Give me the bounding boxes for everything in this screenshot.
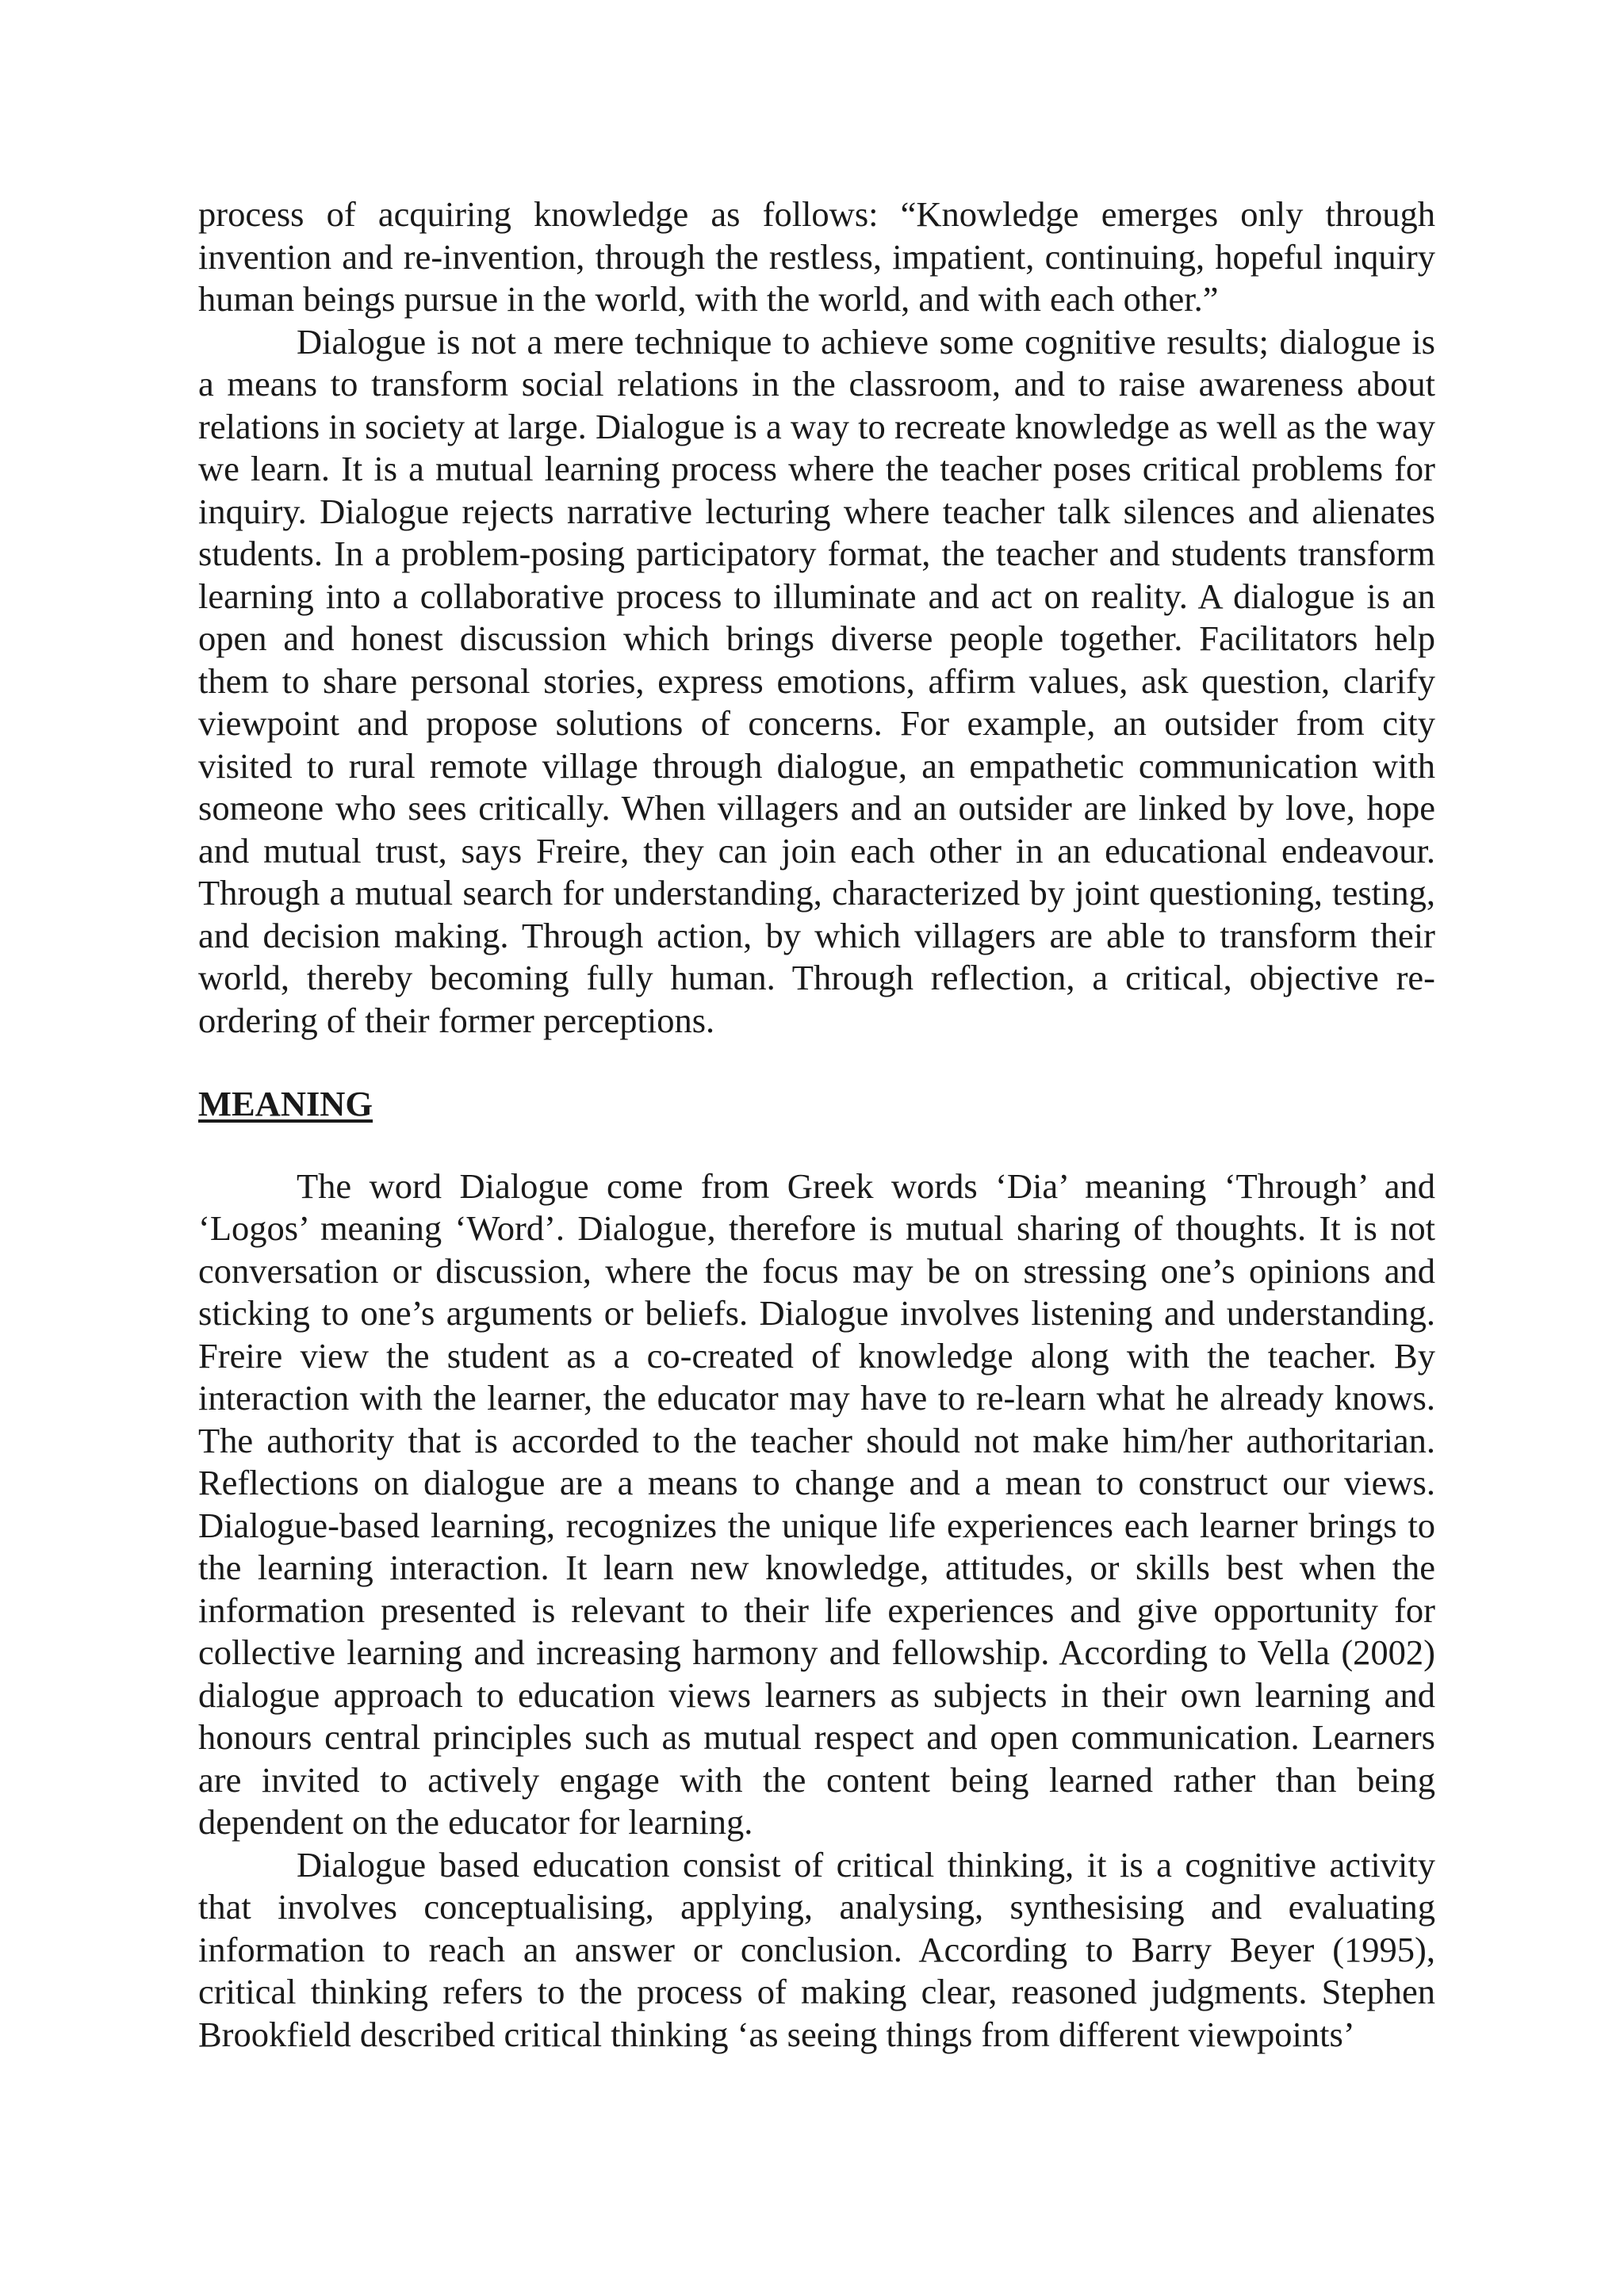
section-heading-meaning: MEANING	[198, 1084, 373, 1123]
paragraph-knowledge-quote: process of acquiring knowledge as follows: “Knowledge emerges only through invention and re-invention, through the restless, impatient, continuing, hopeful inquiry human beings pursue in the world, with the world, and with each other.”	[198, 194, 1435, 319]
paragraph-dialogue-definition: Dialogue is not a mere technique to achieve some cognitive results; dialogue is a means to transform social relations in the classroom, and to raise awareness about relations in society at large. Dialogue is a way to recreate knowledge as well as the way we learn. It is a mutual learning process where the teacher poses critical problems for inquiry. Dialogue rejects narrative lecturing where teacher talk silences and alienates students. In a problem-posing participatory format, the teacher and students transform learning into a collaborative process to illuminate and act on reality. A dialogue is an open and honest discussion which brings diverse people together. Facilitators help them to share personal stories, express emotions, affirm values, ask question, clarify viewpoint and propose solutions of concerns. For example, an outsider from city visited to rural remote village through dialogue, an empathetic communication with someone who sees critically. When villagers and an outsider are linked by love, hope and mutual trust, says Freire, they can join each other in an educational endeavour. Through a mutual search for understanding, characterized by joint questioning, testing, and decision making. Through action, by which villagers are able to transform their world, thereby becoming fully human. Through reflection, a critical, objective re-ordering of their former perceptions.	[198, 321, 1435, 1040]
document-page	[198, 193, 1435, 2056]
paragraph-critical-thinking: Dialogue based education consist of critical thinking, it is a cognitive activity that involves conceptualising, applying, analysing, synthesising and evaluating information to reach an answer or conclusion. According to Barry Beyer (1995), critical thinking refers to the process of making clear, reasoned judgments. Stephen Brookfield described critical thinking ‘as seeing things from different viewpoints’	[198, 1844, 1435, 2054]
paragraph-word-origin: The word Dialogue come from Greek words ‘Dia’ meaning ‘Through’ and ‘Logos’ meaning ‘Word’. Dialogue, therefore is mutual sharing of thoughts. It is not conversation or discussion, where the focus may be on stressing one’s opinions and sticking to one’s arguments or beliefs. Dialogue involves listening and understanding. Freire view the student as a co-created of knowledge along with the teacher. By interaction with the learner, the educator may have to re-learn what he already knows. The authority that is accorded to the teacher should not make him/her authoritarian. Reflections on dialogue are a means to change and a mean to construct our views. Dialogue-based learning, recognizes the unique life experiences each learner brings to the learning interaction. It learn new knowledge, attitudes, or skills best when the information presented is relevant to their life experiences and give opportunity for collective learning and increasing harmony and fellowship. According to Vella (2002) dialogue approach to education views learners as subjects in their own learning and honours central principles such as mutual respect and open communication. Learners are invited to actively engage with the content being learned rather than being dependent on the educator for learning.	[198, 1165, 1435, 1842]
